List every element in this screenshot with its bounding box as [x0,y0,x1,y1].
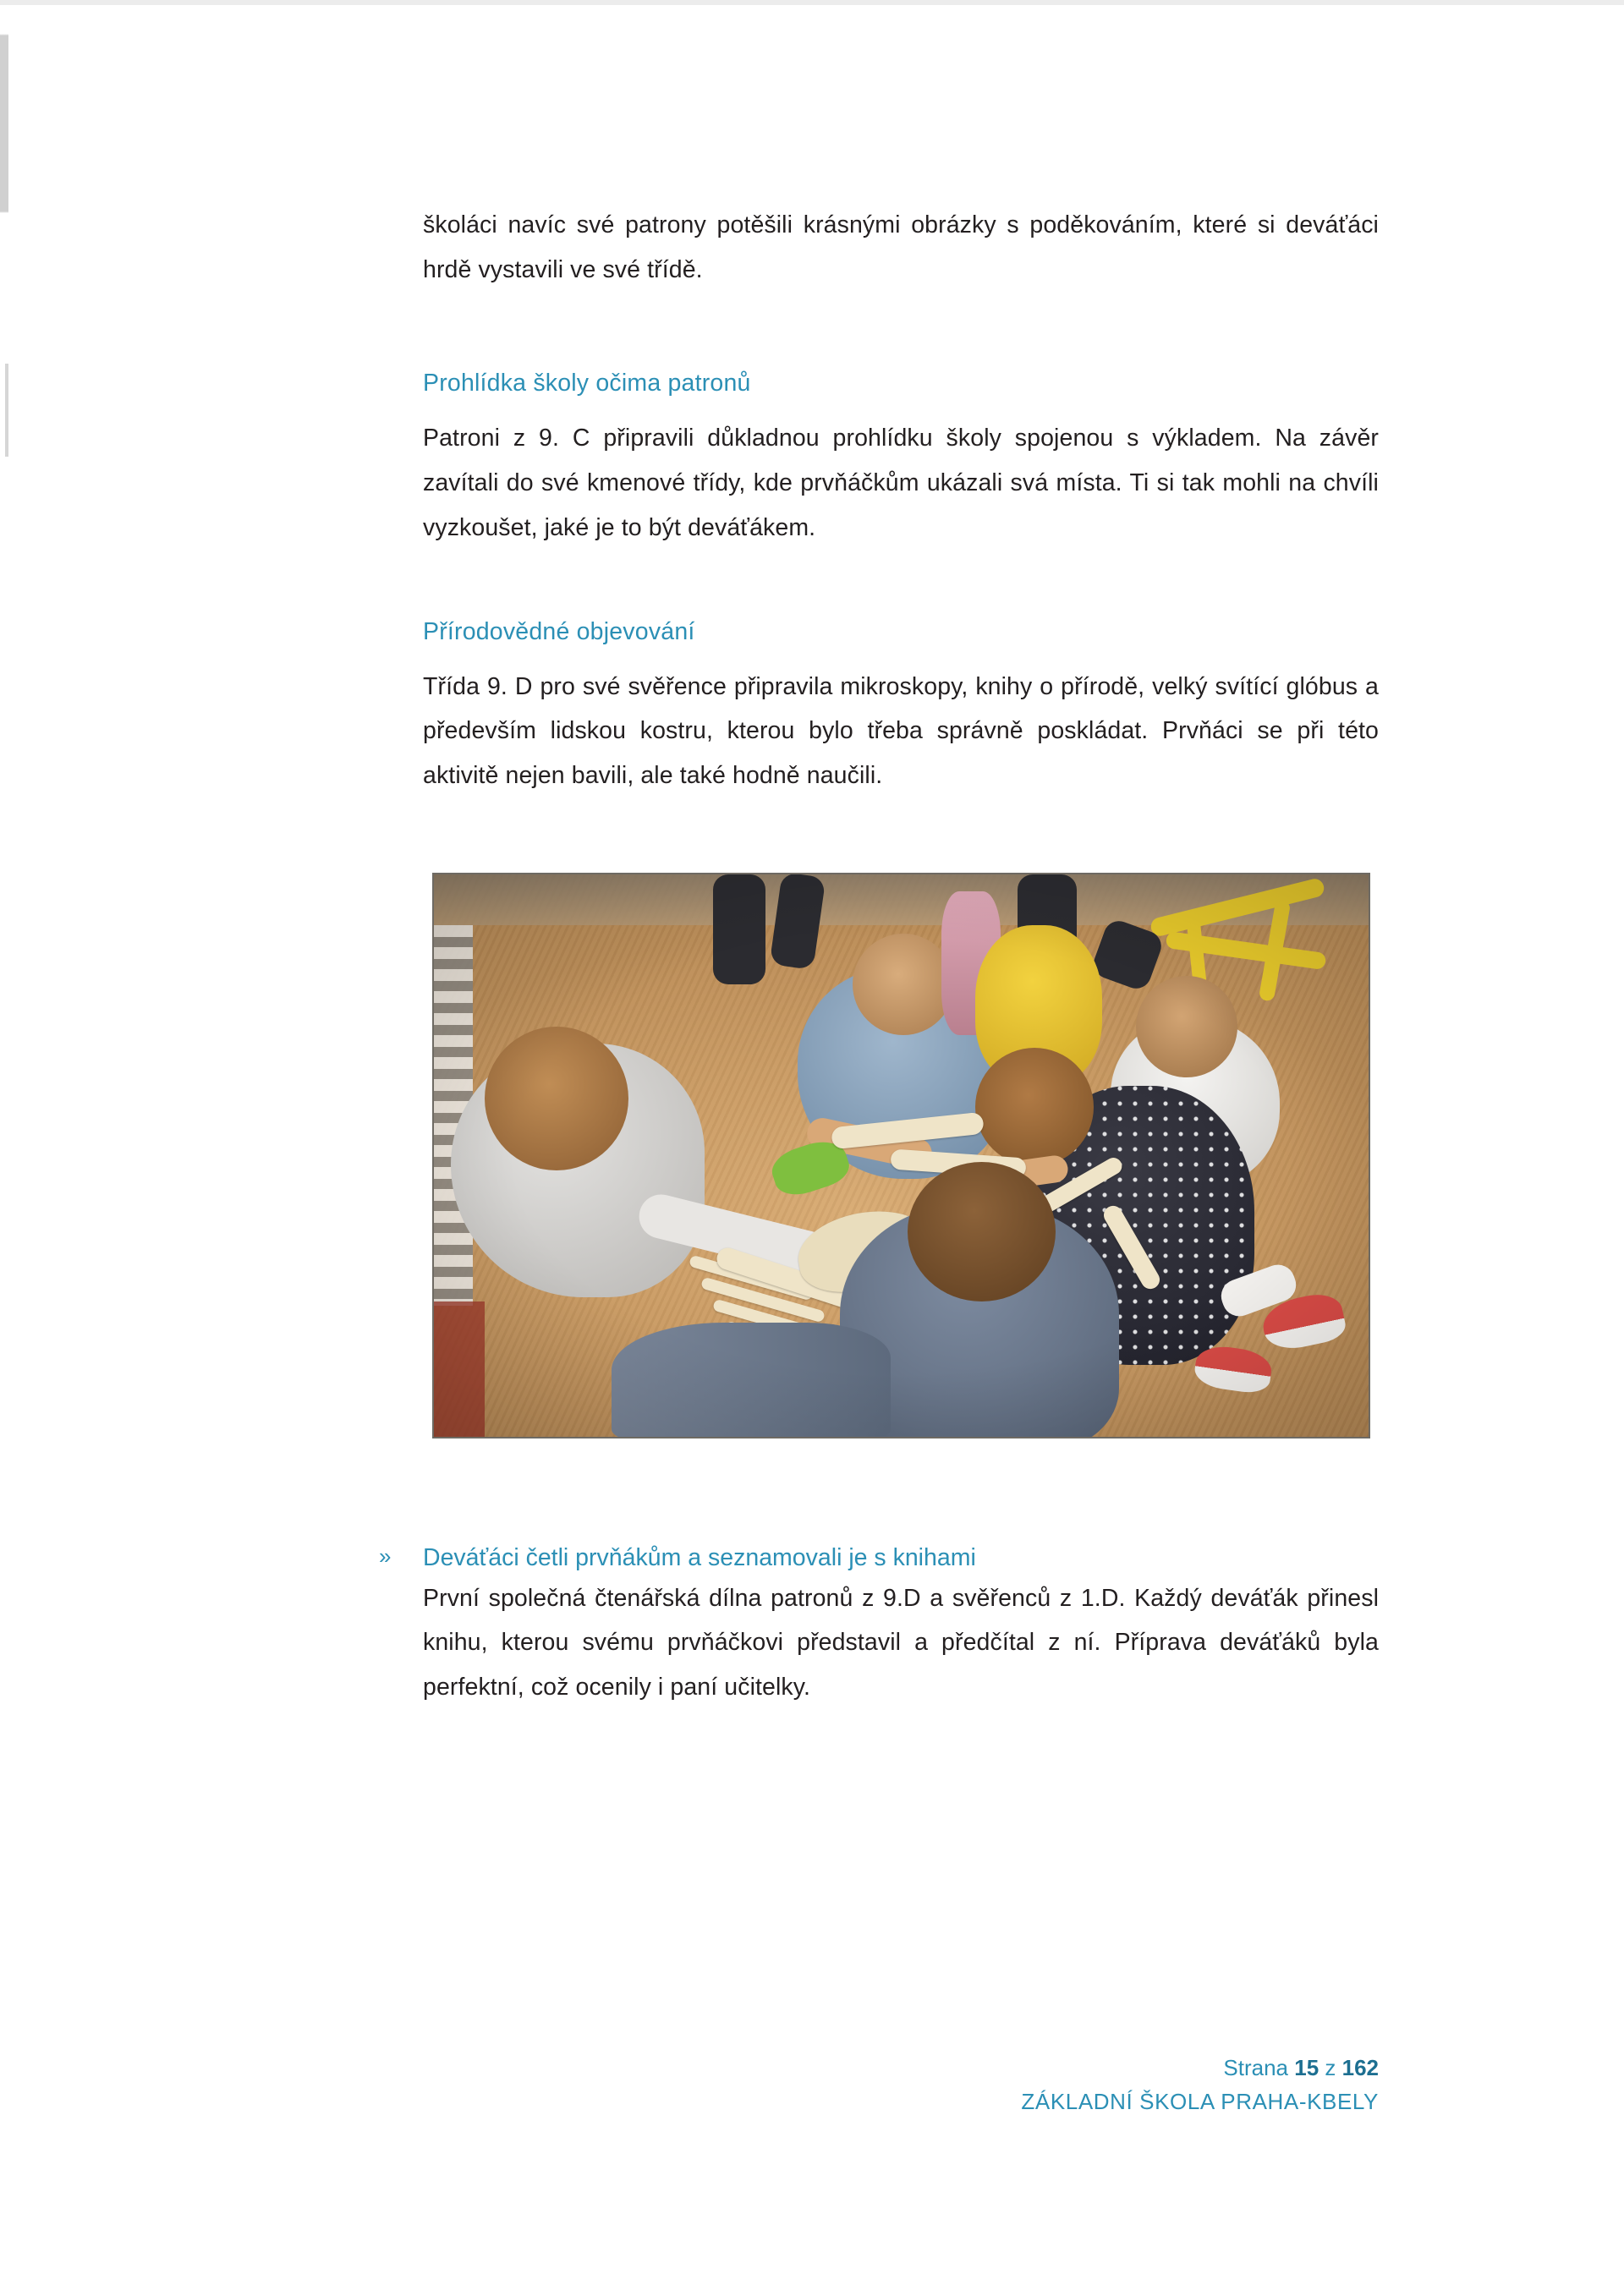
bullet-section [379,1540,1379,1710]
footer-page-total: 162 [1341,2055,1379,2080]
section-paragraph-science: Třída 9. D pro své svěřence připravila mikroskopy, knihy o přírodě, velký svítící glóbus a především lidskou kostru, kterou bylo třeba správně poskládat. Prvňáci se při této aktivitě nejen bavili, ale také hodně naučili. [423,672,1379,790]
photo-figure [423,873,1379,1438]
scan-artifact-top [0,0,1624,5]
section-heading-science: Přírodovědné objevování [423,617,695,645]
bullet-paragraph: První společná čtenářská dílna patronů z 9.D a svěřenců z 1.D. Každý deváťák přinesl knihu, kterou svému prvňáčkovi představil a předčítal z ní. Příprava deváťáků byla perfektní, což ocenily i paní učitelky. [423,1584,1379,1701]
bullet-marker-icon: » [379,1543,392,1569]
bullet-heading: Deváťáci četli prvňákům a seznamovali je s knihami [423,1543,976,1571]
spacer [423,646,1379,665]
footer-page-middle: z [1319,2055,1342,2080]
photo-skeleton-activity [432,873,1370,1438]
footer-page-number [423,2051,1379,2085]
page-content [379,203,1379,1710]
spacer [423,397,1379,416]
scan-artifact-left [0,0,8,2296]
spacer [423,551,1379,618]
section-paragraph-tour: Patroni z 9. C připravili důkladnou prohlídku školy spojenou s výkladem. Na závěr zavítali do své kmenové třídy, kde prvňáčkům ukázali svá místa. Ti si tak mohli na chvíli vyzkoušet, jaké je to být deváťákem. [423,425,1379,541]
footer-page-prefix: Strana [1223,2055,1295,2080]
section-heading-tour: Prohlídka školy očima patronů [423,370,751,397]
intro-paragraph: školáci navíc své patrony potěšili krásnými obrázky s poděkováním, které si deváťáci hrdě vystavili ve své třídě. [423,211,1379,283]
spacer [423,292,1379,370]
photo-vignette [434,874,1369,1437]
scan-artifact-left-secondary [5,364,8,457]
footer-page-current: 15 [1294,2055,1320,2080]
page-footer [423,2051,1379,2119]
footer-school-name: ZÁKLADNÍ ŠKOLA PRAHA-KBELY [1021,2089,1379,2115]
